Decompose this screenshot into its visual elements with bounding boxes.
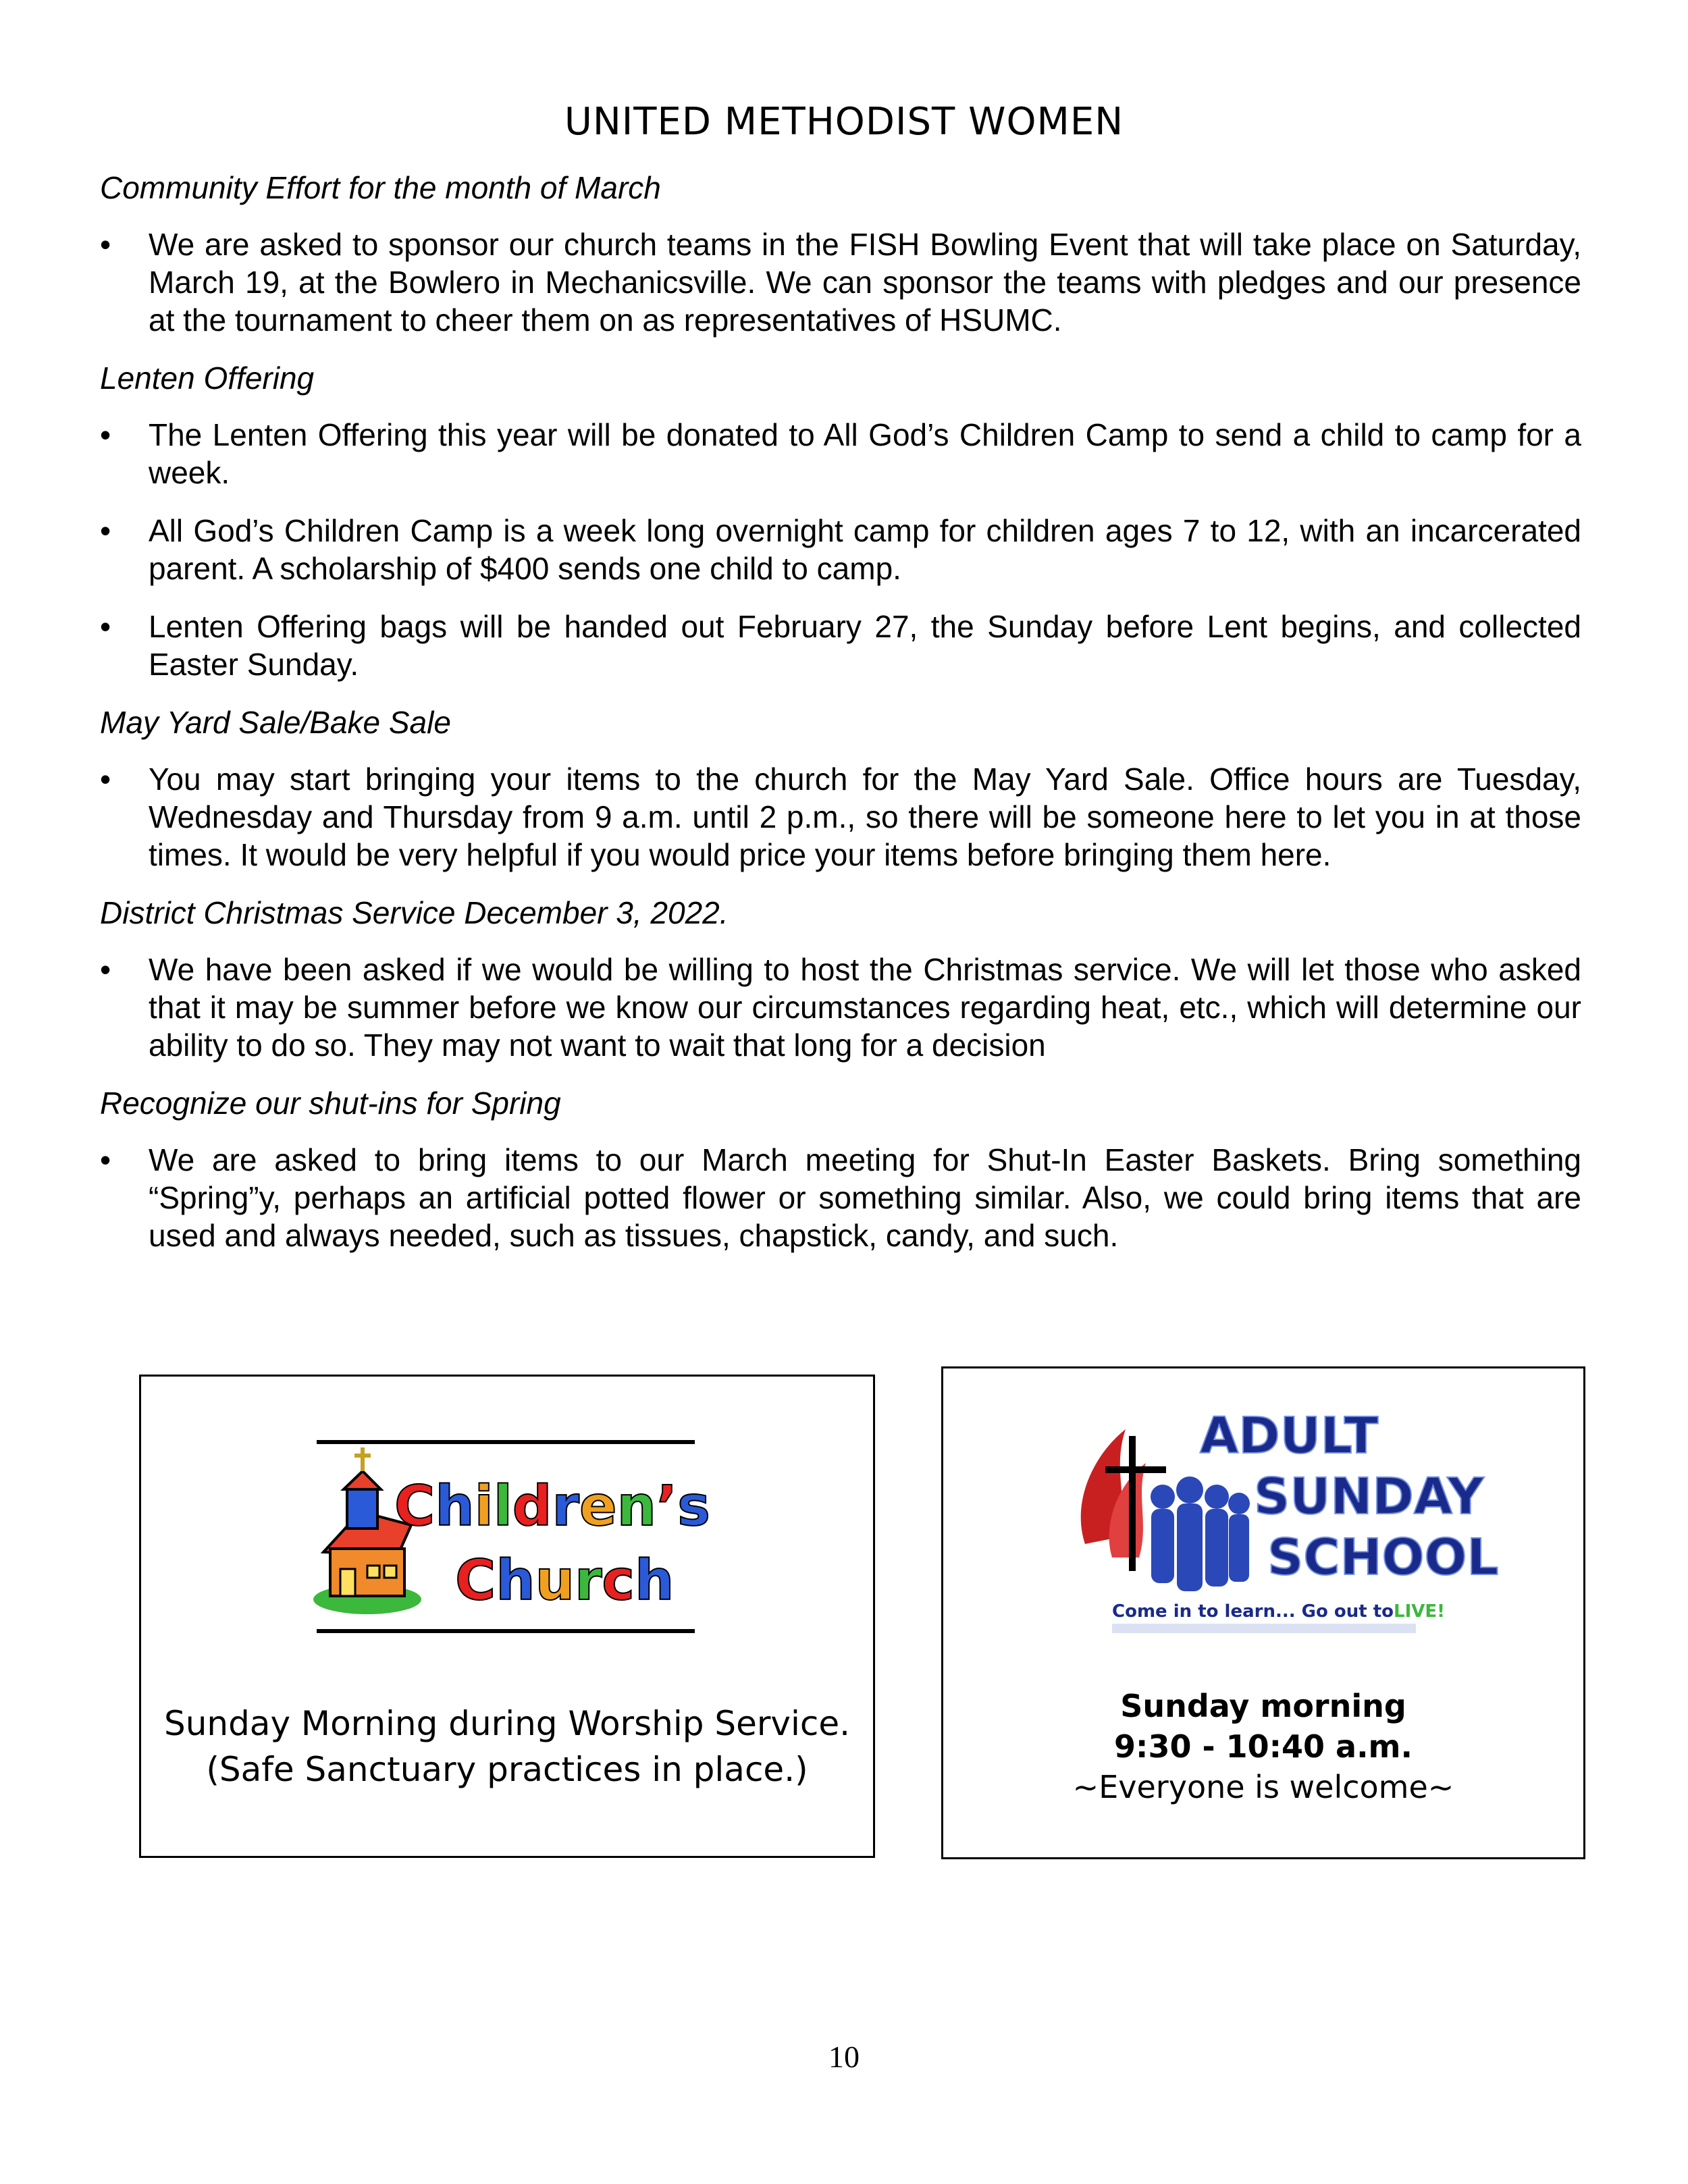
bullet-item: [100, 951, 1581, 1064]
caption-line: (Safe Sanctuary practices in place.): [206, 1750, 808, 1789]
bullet-item: [100, 608, 1581, 683]
bullet-item: [100, 1141, 1581, 1254]
caption-line: Sunday Morning during Worship Service.: [163, 1704, 851, 1743]
bullet-text: All God’s Children Camp is a week long overnight camp for children ages 7 to 12, with an incarcerated parent. A scholarship of $400 sends one child to camp.: [149, 513, 1581, 586]
bullet-symbol: •: [100, 227, 111, 262]
svg-text:ADULT: ADULT: [1200, 1407, 1379, 1465]
adult-sunday-school-caption: [943, 1686, 1583, 1807]
adult-sunday-school-box: [941, 1366, 1585, 1859]
church-steeple: [347, 1488, 377, 1528]
bullet-symbol: •: [100, 1142, 111, 1177]
svg-text:Children’s: Children’s: [394, 1474, 710, 1539]
bullet-symbol: •: [100, 762, 111, 797]
bullet-item: [100, 416, 1581, 491]
section-heading: District Christmas Service December 3, 2022.: [100, 895, 729, 930]
church-door: [340, 1569, 355, 1596]
svg-text:SCHOOL: SCHOOL: [1267, 1528, 1499, 1587]
section-heading: Community Effort for the month of March: [100, 170, 661, 205]
bullet-item: [100, 512, 1581, 587]
section-heading: Lenten Offering: [100, 361, 315, 396]
bullet-symbol: •: [100, 417, 111, 452]
bullet-item: [100, 225, 1581, 339]
newsletter-body: [100, 169, 1581, 1275]
bullet-item: [100, 760, 1581, 874]
page-title: UNITED METHODIST WOMEN: [564, 100, 1124, 144]
section-heading: Recognize our shut-ins for Spring: [100, 1086, 561, 1121]
people-silhouette-icon: [1151, 1476, 1250, 1591]
page-number: 10: [828, 2040, 860, 2074]
caption-line: ~Everyone is welcome~: [1072, 1769, 1454, 1805]
adult-sunday-school-logo: [1065, 1395, 1499, 1652]
bullet-text: We are asked to sponsor our church teams in the FISH Bowling Event that will take place on Saturday, March 19, at the Bowlero in Mechanicsville. We can sponsor the teams with pledges and our presence at the tournament to cheer them on as representatives of HSUMC.: [149, 227, 1581, 338]
caption-line: 9:30 - 10:40 a.m.: [1114, 1728, 1413, 1765]
caption-line: Sunday morning: [1120, 1688, 1406, 1724]
bullet-text: We are asked to bring items to our March meeting for Shut-In Easter Baskets. Bring something “Spring”y, perhaps an artificial potted flower or something similar. Also, we could bring items that are used and always needed, such as tissues, chapstick, candy, and such.: [149, 1142, 1581, 1253]
childrens-church-caption: [141, 1701, 873, 1792]
childrens-church-box: [139, 1375, 875, 1858]
bullet-text: You may start bringing your items to the church for the May Yard Sale. Office hours are Tuesday, Wednesday and Thursday from 9 a.m. until 2 p.m., so there will be someone here to let you in at those times. It would be very helpful if you would price your items before bringing them here.: [149, 762, 1581, 872]
svg-text:Church: Church: [455, 1549, 675, 1613]
bullet-symbol: •: [100, 609, 111, 644]
bullet-text: We have been asked if we would be willing to host the Christmas service. We will let those who asked that it may be summer before we know our circumstances regarding heat, etc., which will determine our ability to do so. They may not want to wait that long for a decision: [149, 952, 1581, 1063]
bullet-symbol: •: [100, 513, 111, 548]
svg-text:SUNDAY: SUNDAY: [1254, 1468, 1484, 1526]
bullet-text: The Lenten Offering this year will be donated to All God’s Children Camp to send a child to camp for a week.: [149, 417, 1581, 490]
bullet-symbol: •: [100, 952, 111, 987]
section-heading: May Yard Sale/Bake Sale: [100, 705, 451, 740]
childrens-church-logo: [310, 1434, 710, 1636]
bullet-text: Lenten Offering bags will be handed out February 27, the Sunday before Lent begins, and collected Easter Sunday.: [149, 609, 1581, 682]
svg-text:Come in to learn... Go out toL: Come in to learn... Go out toLIVE!: [1112, 1601, 1446, 1622]
